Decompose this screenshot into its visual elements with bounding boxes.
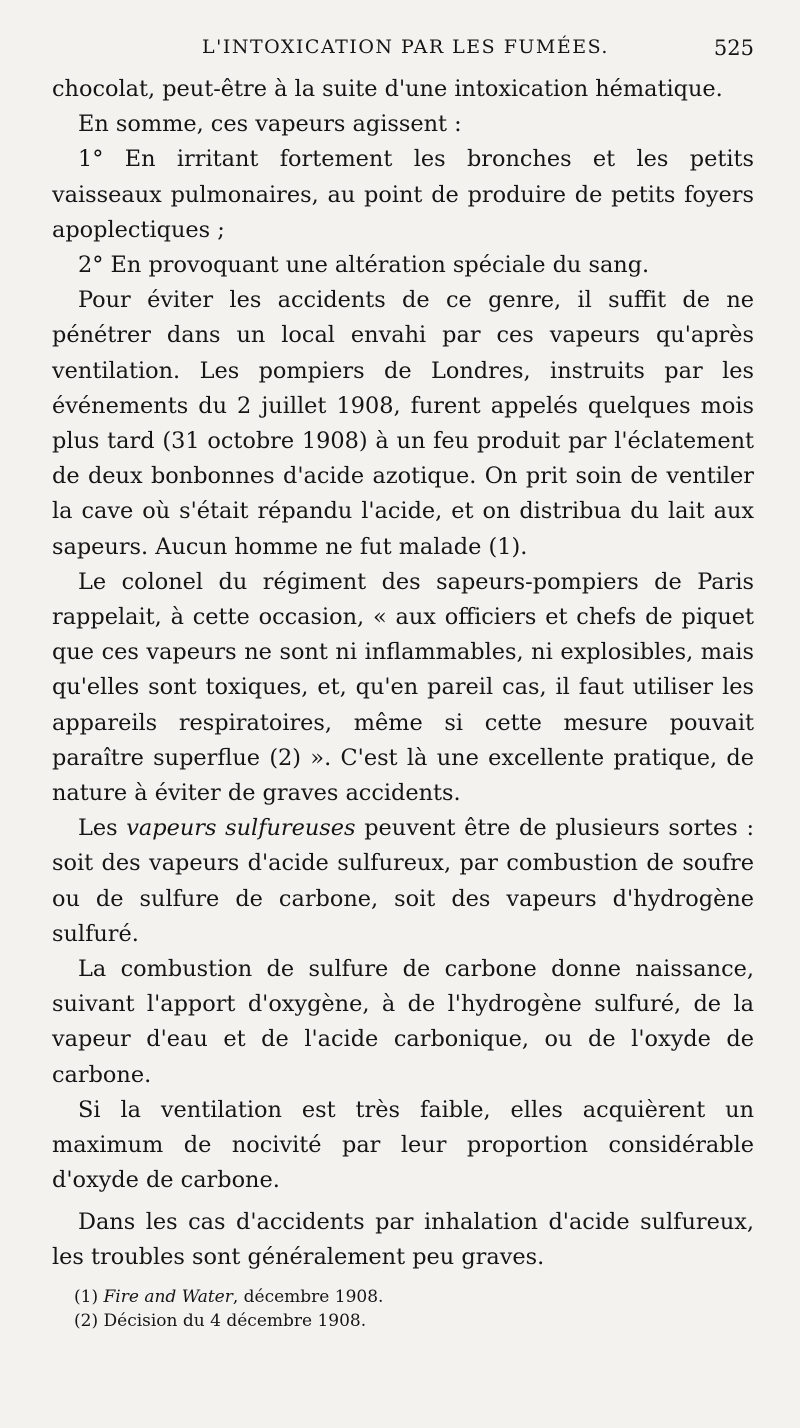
footnote-number: (2) <box>74 1310 99 1331</box>
paragraph: Dans les cas d'accidents par inhalation d'acide sulfureux, les troubles sont généralement peu graves. <box>52 1208 754 1270</box>
book-page <box>52 36 754 1333</box>
paragraph: Si la ventilation est très faible, elles acquièrent un maximum de nocivité par leur proportion considérable d'oxyde de carbone. <box>52 1096 754 1194</box>
paragraph: Le colonel du régiment des sapeurs-pompiers de Paris rappelait, à cette occasion, « aux officiers et chefs de piquet que ces vapeurs ne sont ni inflammables, ni explosibles, mais qu'elles sont toxiques, et, qu'en pareil cas, il faut utiliser les appareils respiratoires, même si cette mesure pouvait paraître superflue (2) ». C'est là une excellente pratique, de nature à éviter de graves accidents. <box>52 568 754 807</box>
page-number: 525 <box>713 36 754 60</box>
paragraph: Pour éviter les accidents de ce genre, il suffit de ne pénétrer dans un local envahi par ces vapeurs qu'après ventilation. Les pompiers de Londres, instruits par les événements du 2 juillet 1908, furent appelés quelques mois plus tard (31 octobre 1908) à un feu produit par l'éclatement de deux bonbonnes d'acide azotique. On prit soin de ventiler la cave où s'était répandu l'acide, et on distribua du lait aux sapeurs. Aucun homme ne fut malade (1). <box>52 287 754 560</box>
paragraph-rest: peuvent être de plusieurs sortes : soit des vapeurs d'acide sulfureux, par combustion de soufre ou de sulfure de carbone, soit des vapeurs d'hydrogène sulfuré. <box>52 815 755 947</box>
running-header <box>52 36 754 72</box>
list-item: 2° En provoquant une altération spéciale du sang. <box>78 252 650 279</box>
footnote <box>74 1285 754 1309</box>
paragraph-lead: Les <box>78 815 127 842</box>
footnotes <box>52 1285 754 1333</box>
paragraph: chocolat, peut-être à la suite d'une intoxication hématique. <box>52 76 723 102</box>
footnote-number: (1) <box>74 1286 99 1307</box>
footnote-source: Fire and Water <box>103 1286 233 1307</box>
footnote-text: , décembre 1908. <box>232 1286 384 1307</box>
paragraph: La combustion de sulfure de carbone donne naissance, suivant l'apport d'oxygène, à de l'hydrogène sulfuré, de la vapeur d'eau et de l'acide carbonique, ou de l'oxyde de carbone. <box>52 956 754 1088</box>
running-title: L'INTOXICATION PAR LES FUMÉES. <box>202 36 609 58</box>
paragraph: En somme, ces vapeurs agissent : <box>78 111 462 138</box>
body-text <box>52 72 754 1275</box>
emphasis: vapeurs sulfureuses <box>126 815 356 842</box>
footnote <box>74 1309 754 1333</box>
footnote-text: Décision du 4 décembre 1908. <box>103 1310 367 1331</box>
list-item: 1° En irritant fortement les bronches et les petits vaisseaux pulmonaires, au point de produire de petits foyers apoplectiques ; <box>52 146 754 243</box>
paragraph <box>52 811 754 952</box>
